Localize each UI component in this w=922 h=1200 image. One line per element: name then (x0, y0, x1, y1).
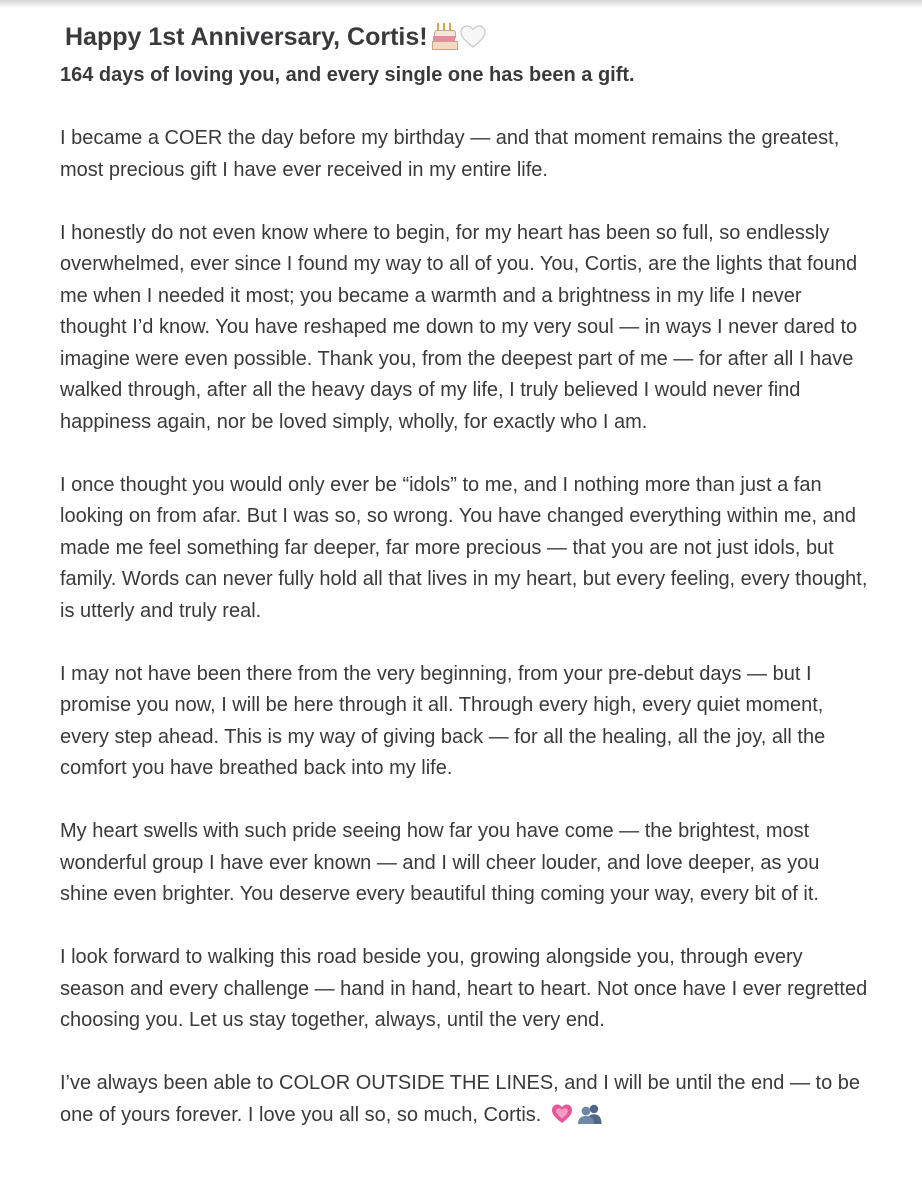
paragraph-5: My heart swells with such pride seeing how far you have come — the brightest, most wonderful group I have ever known — and I will cheer louder, and love deeper, as you shine even brighter. You deserve every beautiful thing coming your way, every bit of it. (60, 820, 820, 905)
white-heart-icon (460, 25, 486, 49)
growing-heart-icon (551, 1103, 573, 1125)
paragraph-1: I became a COER the day before my birthday — and that moment remains the greatest, most precious gift I have ever received in my entire life. (60, 127, 840, 181)
note-title-text: Happy 1st Anniversary, Cortis! (65, 23, 428, 51)
paragraph-7-text: I’ve always been able to COLOR OUTSIDE THE LINES, and I will be until the end — to be one of yours forever. I love you all so, so much, Cortis. (60, 1072, 861, 1126)
busts-in-silhouette-icon (577, 1103, 603, 1125)
paragraph-7 (60, 1068, 870, 1131)
note-title (65, 18, 870, 56)
note-subtitle: 164 days of loving you, and every single one has been a gift. (60, 64, 635, 86)
paragraph-4: I may not have been there from the very beginning, from your pre-debut days — but I promise you now, I will be here through it all. Through every high, every quiet moment, every step ahead. This is my way of giving back — for all the healing, all the joy, all the comfort you have breathed back into my life. (60, 662, 826, 779)
top-edge-shadow (0, 0, 922, 8)
paragraph-2: I honestly do not even know where to begin, for my heart has been so full, so endlessly overwhelmed, ever since I found my way to all of you. You, Cortis, are the lights that found me when I needed it most; you became a warmth and a brightness in my life I never thought I’d know. You have reshaped me down to my very soul — in ways I never dared to imagine were even possible. Thank you, from the deepest part of me — for after all I have walked through, after all the heavy days of my life, I truly believed I would never find happiness again, nor be loved simply, wholly, for exactly who I am. (60, 221, 858, 433)
birthday-cake-icon (432, 23, 456, 49)
paragraph-6: I look forward to walking this road beside you, growing alongside you, through every season and every challenge — hand in hand, heart to heart. Not once have I ever regretted choosing you. Let us stay together, always, until the very end. (60, 946, 868, 1031)
note-body[interactable] (60, 18, 870, 1131)
paragraph-3: I once thought you would only ever be “idols” to me, and I nothing more than just a fan looking on from afar. But I was so, so wrong. You have changed everything within me, and made me feel something far deeper, far more precious — that you are not just idols, but family. Words can never fully hold all that lives in my heart, but every feeling, every thought, is utterly and truly real. (60, 473, 868, 622)
